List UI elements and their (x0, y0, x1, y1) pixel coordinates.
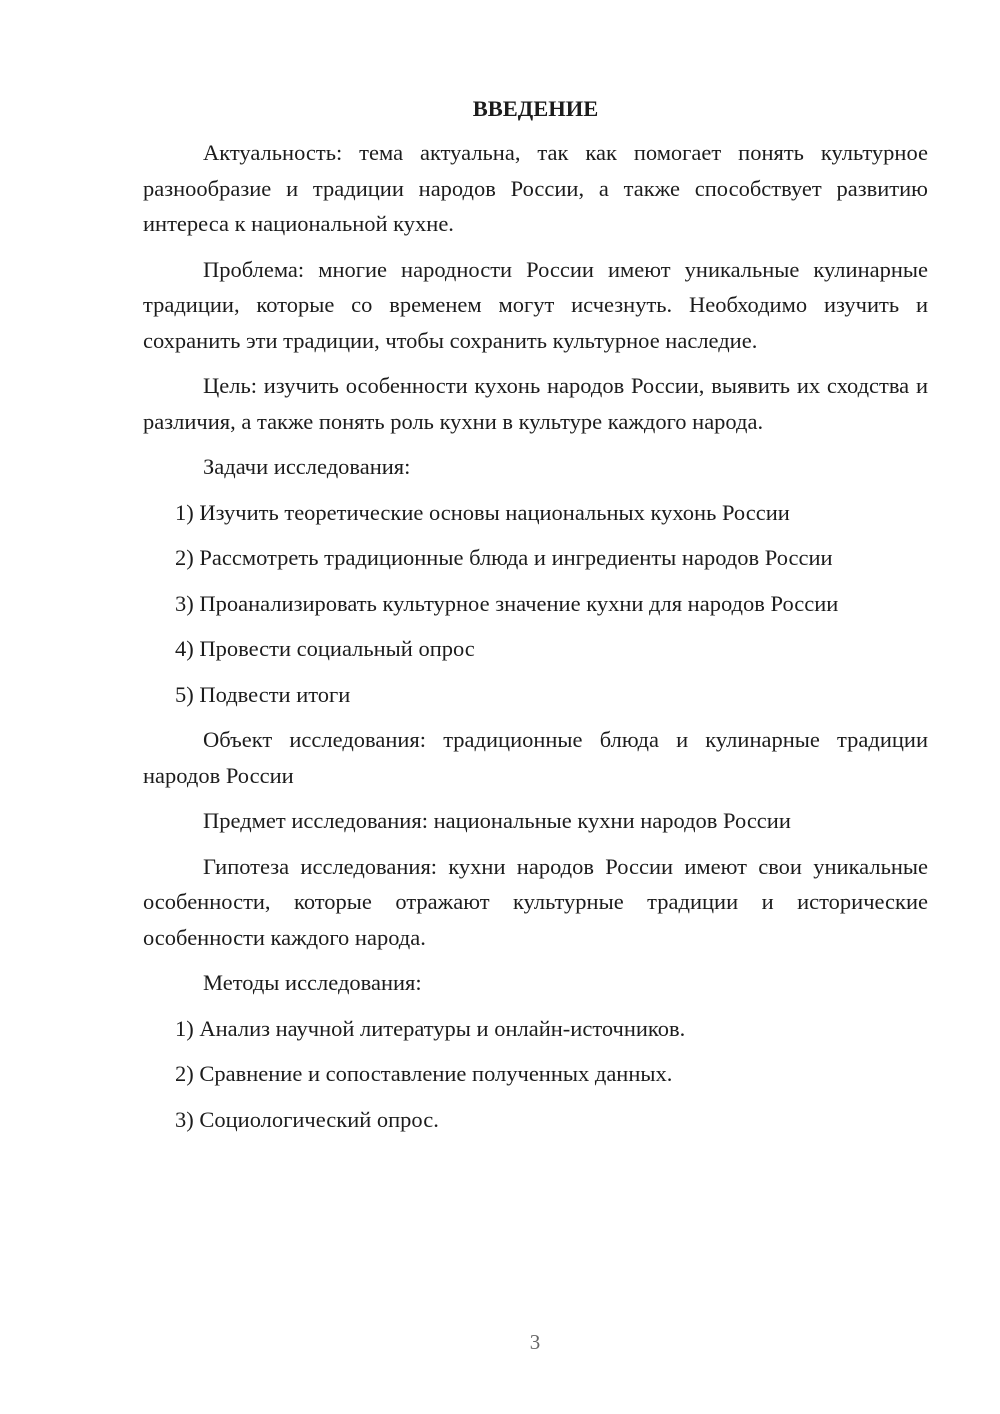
method-item: 2) Сравнение и сопоставление полученных данных. (175, 1061, 673, 1086)
task-item: 1) Изучить теоретические основы национальных кухонь России (175, 499, 790, 525)
method-item: 3) Социологический опрос. (175, 1106, 439, 1132)
section-title: ВВЕДЕНИЕ (472, 96, 599, 121)
goal-paragraph: Цель: изучить особенности кухонь народов России, выявить их сходства и различия, а также понять роль кухни в культуре каждого народа. (143, 373, 928, 434)
object-paragraph: Объект исследования: традиционные блюда и кулинарные традиции народов России (143, 727, 928, 788)
method-item: 1) Анализ научной литературы и онлайн-источников. (175, 1015, 686, 1041)
task-item: 2) Рассмотреть традиционные блюда и ингредиенты народов России (175, 545, 833, 570)
relevance-paragraph: Актуальность: тема актуальна, так как помогает понять культурное разнообразие и традиции народов России, а также способствует развитию интереса к национальной кухне. (143, 140, 928, 236)
subject-paragraph: Предмет исследования: национальные кухни народов России (203, 808, 791, 833)
hypothesis-paragraph: Гипотеза исследования: кухни народов России имеют свои уникальные особенности, которые отражают культурные традиции и исторические особенности каждого народа. (143, 853, 928, 950)
task-item: 3) Проанализировать культурное значение кухни для народов России (175, 590, 839, 616)
problem-paragraph: Проблема: многие народности России имеют уникальные кулинарные традиции, которые со временем могут исчезнуть. Необходимо изучить и сохранить эти традиции, чтобы сохранить культурное наследие. (143, 256, 928, 353)
task-item: 4) Провести социальный опрос (175, 636, 475, 661)
methods-heading: Методы исследования: (203, 970, 422, 995)
task-item: 5) Подвести итоги (175, 681, 351, 707)
tasks-heading: Задачи исследования: (203, 454, 411, 479)
document-page (143, 90, 928, 1147)
page-number: 3 (529, 1330, 541, 1354)
